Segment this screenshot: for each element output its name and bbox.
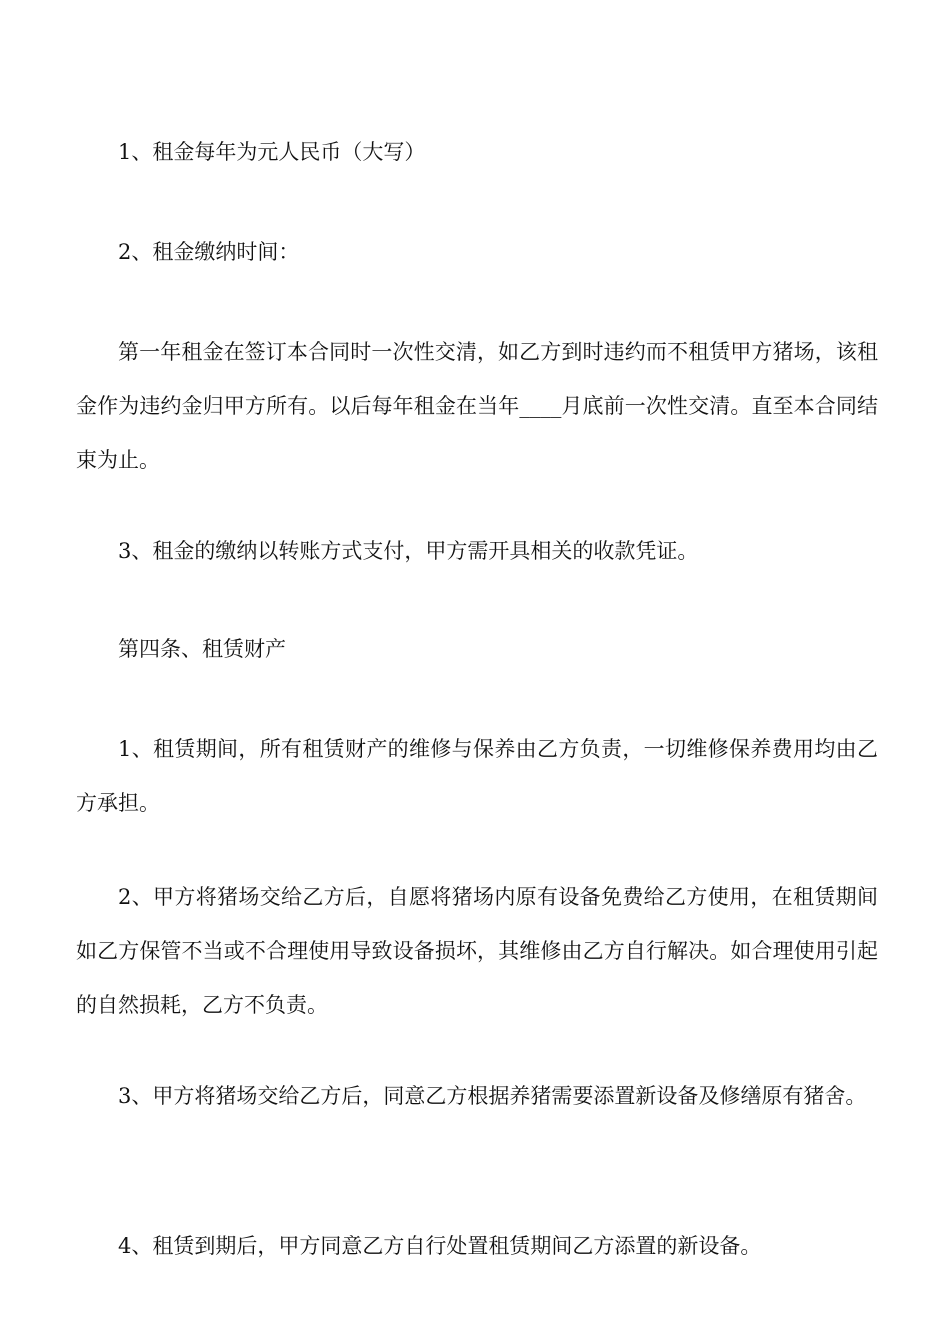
rent-payment-time-heading: 2、租金缴纳时间： bbox=[118, 240, 300, 264]
expiry-disposal-clause: 4、租赁到期后，甲方同意乙方自行处置租赁期间乙方添置的新设备。 bbox=[118, 1234, 762, 1258]
new-equipment-clause: 3、甲方将猪场交给乙方后，同意乙方根据养猪需要添置新设备及修缮原有猪舍。 bbox=[118, 1084, 867, 1108]
rent-amount-clause: 1、租金每年为元人民币（大写） bbox=[118, 140, 426, 164]
article-four-heading: 第四条、租赁财产 bbox=[118, 637, 286, 661]
first-year-rent-clause: 第一年租金在签订本合同时一次性交清，如乙方到时违约而不租赁甲方猪场，该租金作为违约金归甲方所有。以后每年租金在当年____月底前一次性交清。直至本合同结束为止。 bbox=[76, 340, 878, 472]
rent-payment-method-clause: 3、租金的缴纳以转账方式支付，甲方需开具相关的收款凭证。 bbox=[118, 539, 699, 563]
equipment-use-clause: 2、甲方将猪场交给乙方后，自愿将猪场内原有设备免费给乙方使用，在租赁期间如乙方保管不当或不合理使用导致设备损坏，其维修由乙方自行解决。如合理使用引起的自然损耗，乙方不负责。 bbox=[76, 885, 878, 1017]
maintenance-clause: 1、租赁期间，所有租赁财产的维修与保养由乙方负责，一切维修保养费用均由乙方承担。 bbox=[76, 737, 878, 815]
